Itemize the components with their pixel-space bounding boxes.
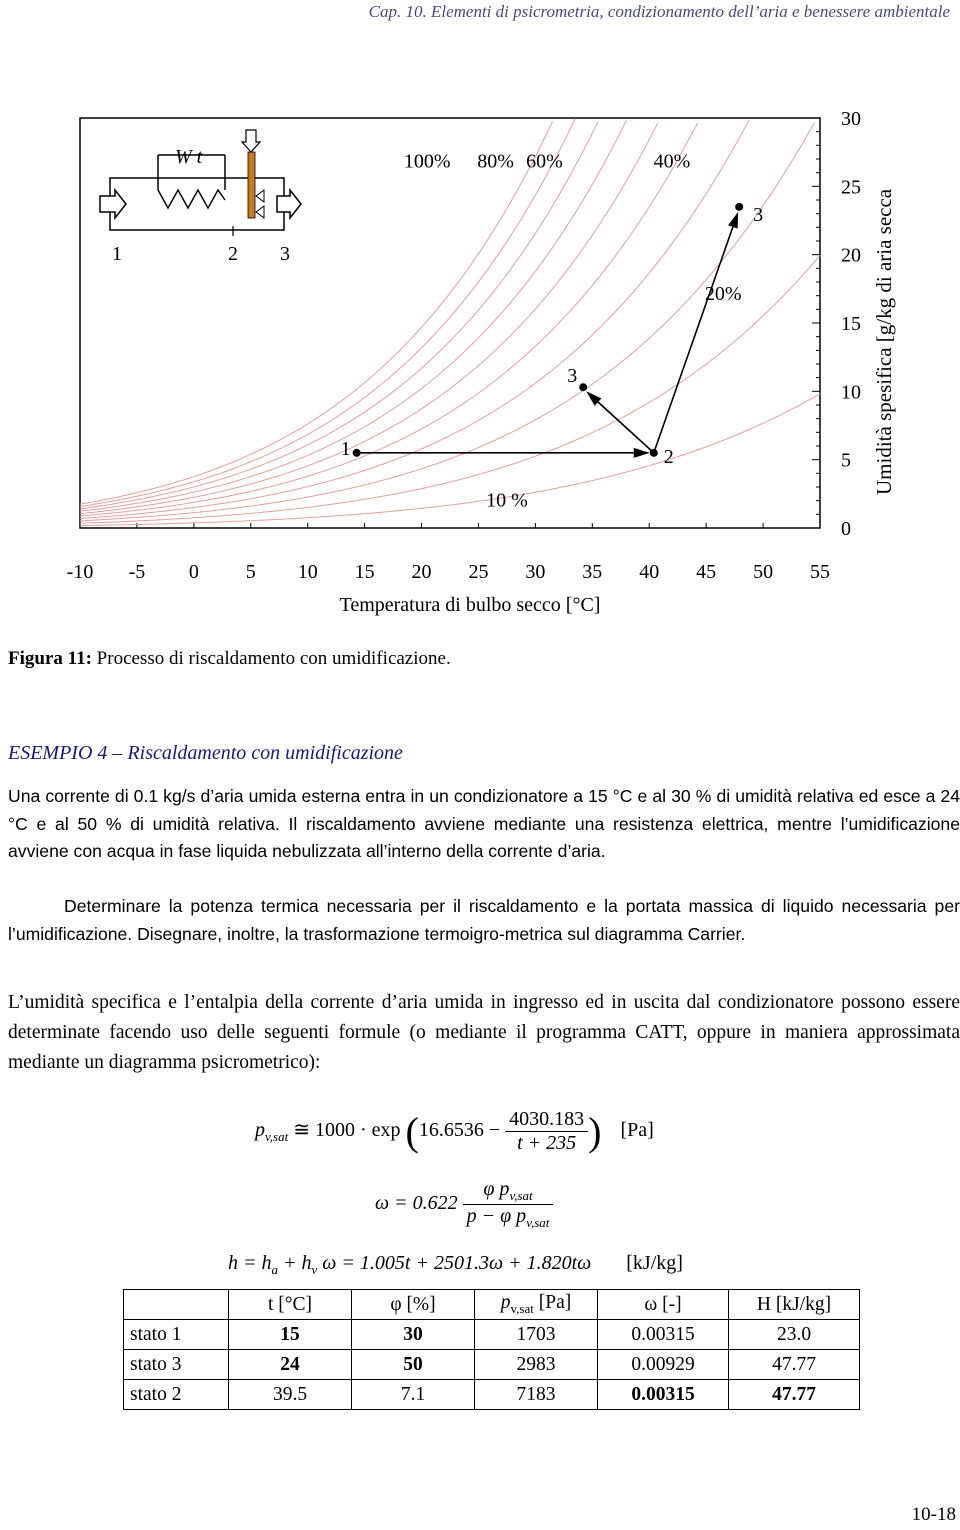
x-tick-label: 5	[245, 561, 256, 583]
station-label: 1	[112, 243, 122, 265]
formula-subscript: v,sat	[265, 1129, 289, 1145]
state-point-label: 1	[340, 437, 351, 460]
formula-denominator	[463, 1205, 554, 1231]
table-header-cell: H [kJ/kg]	[729, 1290, 860, 1320]
state-table	[123, 1289, 860, 1410]
formula-subscript: v	[311, 1262, 318, 1277]
rh-curve-line	[80, 119, 578, 507]
heater-humidifier-schematic	[100, 130, 301, 265]
running-header: Cap. 10. Elementi di psicrometria, condizionamento dell’aria e benessere ambientale	[368, 2, 950, 21]
formula-enthalpy	[228, 1252, 683, 1278]
rh-label: 10 %	[486, 489, 528, 512]
table-cell: 30	[352, 1320, 475, 1350]
x-axis-label: Temperatura di bulbo secco [°C]	[339, 594, 601, 616]
table-cell: 0.00929	[598, 1350, 729, 1380]
rh-curve-line	[80, 120, 749, 518]
formula-fraction	[463, 1178, 554, 1231]
formula-denominator: t + 235	[517, 1132, 577, 1154]
y-tick-label: 25	[841, 176, 861, 199]
formula-numerator: 4030.183	[505, 1108, 588, 1132]
inlet-arrow-icon	[100, 190, 126, 218]
formula-fraction	[505, 1108, 588, 1155]
x-tick-label: 45	[696, 561, 717, 583]
x-tick-label: 20	[411, 561, 432, 583]
formula-unit: [Pa]	[620, 1119, 654, 1142]
figure-caption-text: Processo di riscaldamento con umidificazione.	[91, 648, 451, 669]
row-label: stato 1	[124, 1320, 229, 1350]
row-label: stato 2	[124, 1380, 229, 1410]
problem-statement: Una corrente di 0.1 kg/s d’aria umida esterna entra in un condizionatore a 15 °C e al 30 % di umidità relativa ed esce a 24 °C e al 50 % di umidità relativa. Il riscaldamento avviene mediante una resistenza elettrica, mentre l’umidificazione avviene con acqua in fase liquida nebulizzata all’interno della corrente d’aria.	[8, 786, 960, 861]
x-tick-label: 40	[639, 561, 660, 583]
process-line	[654, 227, 733, 453]
table-cell: 15	[229, 1320, 352, 1350]
x-tick-label: -10	[66, 561, 94, 583]
y-tick-label: 20	[841, 244, 861, 267]
row-label: stato 3	[124, 1350, 229, 1380]
x-tick-label: 50	[753, 561, 774, 583]
table-row	[124, 1380, 860, 1410]
formula-term: 16.6536 −	[418, 1119, 501, 1142]
rh-curve-line	[80, 122, 553, 505]
psychrometric-chart	[0, 95, 960, 625]
formula-saturation-pressure	[255, 1108, 654, 1155]
y-tick-label: 30	[841, 108, 861, 130]
y-tick-label: 10	[841, 381, 861, 404]
state-point	[353, 449, 361, 457]
rh-label: 100%	[403, 150, 451, 173]
rh-curve-line	[80, 123, 658, 514]
state-point	[735, 203, 743, 211]
table-cell: 1703	[475, 1320, 598, 1350]
y-tick-label: 5	[841, 449, 851, 472]
table-cell: 0.00315	[598, 1380, 729, 1410]
x-tick-label: 30	[525, 561, 546, 583]
formula-specific-humidity	[375, 1178, 553, 1231]
formula-term: p	[255, 1119, 265, 1142]
formula-term: h = h	[228, 1252, 272, 1274]
water-inlet-arrow-icon	[242, 130, 260, 152]
formula-subscript: v,sat	[526, 1215, 550, 1230]
rh-curve-line	[80, 123, 698, 516]
rh-label: 40%	[653, 150, 691, 173]
formula-subscript: a	[271, 1262, 278, 1277]
formula-term: p − φ p	[466, 1205, 527, 1227]
table-header-symbol: p	[500, 1292, 511, 1314]
table-header-cell	[475, 1290, 598, 1320]
x-tick-label: 55	[810, 561, 830, 583]
nozzle-icon	[256, 190, 264, 202]
plot-frame	[67, 108, 861, 583]
formula-paren: (	[405, 1109, 419, 1154]
formula-unit: [kJ/kg]	[626, 1252, 683, 1274]
formula-term: ω = 0.622	[375, 1192, 458, 1215]
formula-term: + h	[278, 1252, 312, 1274]
plot-border	[80, 118, 820, 528]
schematic-title: W t	[175, 146, 203, 168]
table-cell: 50	[352, 1350, 475, 1380]
rh-curve-line	[80, 394, 820, 526]
table-row	[124, 1350, 860, 1380]
problem-task: Determinare la potenza termica necessaria per il riscaldamento e la portata massica di liquido necessaria per l’umidificazione. Disegnare, inoltre, la trasformazione termoigro-metrica sul diagramma Carrier.	[8, 896, 960, 944]
arrowhead-icon	[634, 448, 650, 458]
formula-term: ≅ 1000 · exp	[293, 1119, 401, 1142]
x-tick-label: 25	[468, 561, 489, 583]
table-cell: 7.1	[352, 1380, 475, 1410]
figure-caption-label: Figura 11:	[8, 648, 92, 669]
table-cell: 24	[229, 1350, 352, 1380]
rh-curve-line	[80, 123, 814, 521]
arrowhead-icon	[728, 212, 738, 229]
heater-resistor-icon	[158, 190, 225, 208]
table-cell: 39.5	[229, 1380, 352, 1410]
table-header-cell: t [°C]	[229, 1290, 352, 1320]
table-cell: 47.77	[729, 1350, 860, 1380]
rh-label: 80%	[477, 150, 514, 173]
rh-label: 20%	[704, 282, 742, 305]
table-header-subscript: v,sat	[510, 1300, 534, 1316]
rh-label: 60%	[526, 150, 563, 173]
x-tick-label: 0	[188, 561, 199, 583]
nozzle-icon	[256, 206, 264, 218]
solution-intro: L’umidità specifica e l’entalpia della corrente d’aria umida in ingresso ed in uscita dal condizionatore possono essere determinate facendo uso delle seguenti formule (o mediante il programma CATT, oppure in maniera approssimata mediante un diagramma psicrometrico):	[8, 992, 960, 1073]
table-header-unit: [Pa]	[533, 1292, 572, 1314]
rh-curves	[80, 119, 820, 526]
x-tick-label: -5	[128, 561, 146, 583]
table-header-cell: ω [-]	[598, 1290, 729, 1320]
y-tick-label: 15	[841, 313, 861, 335]
y-tick-label: 0	[841, 518, 851, 540]
table-cell: 7183	[475, 1380, 598, 1410]
table-cell: 47.77	[729, 1380, 860, 1410]
table-cell: 2983	[475, 1350, 598, 1380]
table-header-cell: φ [%]	[352, 1290, 475, 1320]
figure-caption	[8, 648, 451, 670]
formula-paren: )	[588, 1109, 602, 1154]
humidifier-bar	[248, 152, 255, 218]
state-point-label: 3	[753, 203, 764, 226]
formula-subscript: v,sat	[509, 1188, 533, 1203]
table-cell: 0.00315	[598, 1320, 729, 1350]
state-point	[650, 449, 658, 457]
x-tick-label: 10	[297, 561, 318, 583]
station-label: 2	[228, 243, 238, 265]
x-tick-label: 35	[582, 561, 603, 583]
table-cell: 23.0	[729, 1320, 860, 1350]
table-header-cell	[124, 1290, 229, 1320]
state-point-label: 2	[663, 445, 674, 468]
station-label: 3	[280, 243, 290, 265]
x-tick-label: 15	[354, 561, 375, 583]
formula-numerator	[463, 1178, 554, 1205]
formula-term: φ p	[483, 1178, 510, 1200]
state-point-label: 3	[567, 365, 578, 388]
page-number: 10-18	[911, 1504, 956, 1525]
state-point	[579, 383, 587, 391]
outlet-arrow-icon	[277, 190, 301, 218]
duct	[110, 178, 284, 230]
y-axis-label: Umidità spesifica [g/kg di aria secca	[872, 188, 896, 495]
table-row	[124, 1320, 860, 1350]
formula-term: ω = 1.005t + 2501.3ω + 1.820tω	[317, 1252, 592, 1274]
humidification-line	[598, 402, 654, 453]
table-header-row	[124, 1290, 860, 1320]
process-lines	[341, 203, 764, 468]
example-title: ESEMPIO 4 – Riscaldamento con umidificazione	[8, 742, 403, 764]
